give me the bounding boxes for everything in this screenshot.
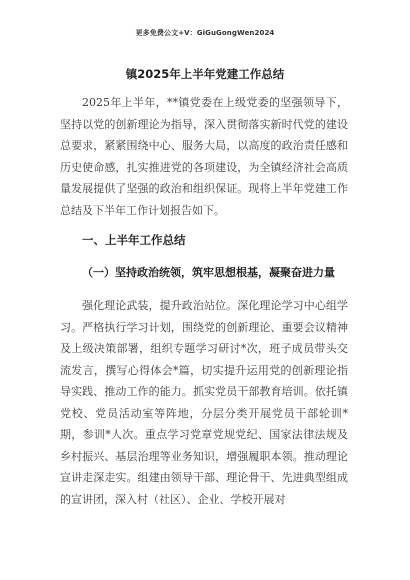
- section-heading-first-half-summary: 一、上半年工作总结: [82, 233, 186, 247]
- subsection-heading-political-leadership: （一）坚持政治统领，筑牢思想根基，凝聚奋进力量: [82, 266, 335, 279]
- intro-text: 2025年上半年，**镇党委在上级党委的坚强领导下，坚持以党的创新理论为指导，深入贯彻落实新时代党的建设总要求，紧紧围绕中心、服务大局，以高度的政治责任感和历史使命感，扎实推进党的各项建设，为全镇经济社会高质量发展提供了坚强的政治和组织保证。现将上半年党建工作总结及下半年工作计划报告如下。: [60, 96, 348, 217]
- theory-study-paragraph: [60, 295, 348, 510]
- intro-paragraph: [60, 92, 348, 221]
- document-title: 镇2025年上半年党建工作总结: [125, 67, 285, 81]
- theory-study-text: 强化理论武装，提升政治站位。深化理论学习中心组学习。严格执行学习计划，围绕党的创新理论、重要会议精神及上级决策部署，组织专题学习研讨*次，班子成员带头交流发言，撰写心得体会*篇，切实提升运用党的创新理论指导实践、推动工作的能力。抓实党员干部教育培训。依托镇党校、党员活动室等阵地，分层分类开展党员干部轮训*期，参训*人次。重点学习党章党规党纪、国家法律法规及乡村振兴、基层治理等业务知识，增强履职本领。推动理论宣讲走深走实。组建由领导干部、理论骨干、先进典型组成的宣讲团，深入村（社区）、企业、学校开展对: [60, 299, 348, 506]
- promo-header-note: 更多免费公文+V：GiGuGongWen2024: [135, 29, 275, 37]
